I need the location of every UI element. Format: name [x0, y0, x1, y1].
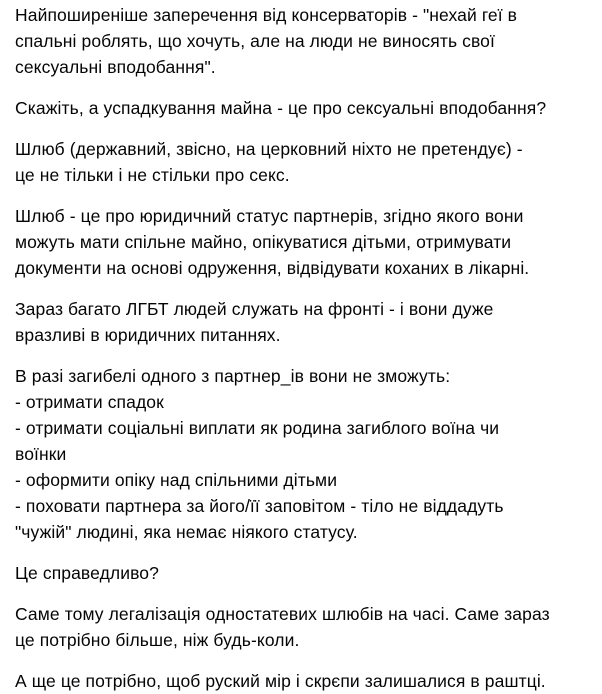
post-paragraph — [15, 363, 588, 545]
post-line: Найпоширеніше заперечення від консерваторів - "нехай геї в — [15, 5, 518, 25]
post-line: Зараз багато ЛГБТ людей служать на фронті - і вони дуже — [15, 299, 494, 319]
post-line: це не тільки і не стільки про секс. — [15, 165, 290, 185]
post-line: Шлюб (державний, звісно, на церковний ніхто не претендує) - — [15, 139, 523, 159]
post-line: можуть мати спільне майно, опікуватися дітьми, отримувати — [15, 232, 512, 252]
post-paragraph — [15, 136, 588, 188]
list-item: - отримати соціальні виплати як родина загиблого воїна чи — [15, 418, 500, 438]
post-line: Саме тому легалізація одностатевих шлюбів на часі. Саме зараз — [15, 604, 550, 624]
post-paragraph — [15, 203, 588, 281]
list-item: - отримати спадок — [15, 392, 164, 412]
post-paragraph — [15, 2, 588, 80]
list-item: - оформити опіку над спільними дітьми — [15, 470, 338, 490]
post-line: це потрібно більше, ніж будь-коли. — [15, 630, 300, 650]
post-line: В разі загибелі одного з партнер_ів вони не зможуть: — [15, 366, 451, 386]
post-line: документи на основі одруження, відвідувати коханих в лікарні. — [15, 258, 530, 278]
post-line: Це справедливо? — [15, 563, 159, 583]
list-item: - поховати партнера за його/її заповітом - тіло не віддадуть — [15, 496, 504, 516]
post-line: Шлюб - це про юридичний статус партнерів, згідно якого вони — [15, 206, 524, 226]
post-line: сексуальні вподобання". — [15, 57, 216, 77]
post-line: Скажіть, а успадкування майна - це про сексуальні вподобання? — [15, 98, 547, 118]
post-paragraph — [15, 668, 588, 694]
list-item: воїнки — [15, 444, 67, 464]
post-line: вразливі в юридичних питаннях. — [15, 325, 281, 345]
post-paragraph — [15, 95, 588, 121]
post-paragraph — [15, 296, 588, 348]
post-paragraph — [15, 601, 588, 653]
post-line: спальні роблять, що хочуть, але на люди не виносять свої — [15, 31, 495, 51]
post-paragraph — [15, 560, 588, 586]
list-item: "чужій" людині, яка немає ніякого статусу. — [15, 522, 358, 542]
post-line: А ще це потрібно, щоб руский мір і скрєпи залишалися в раштці. — [15, 671, 546, 691]
